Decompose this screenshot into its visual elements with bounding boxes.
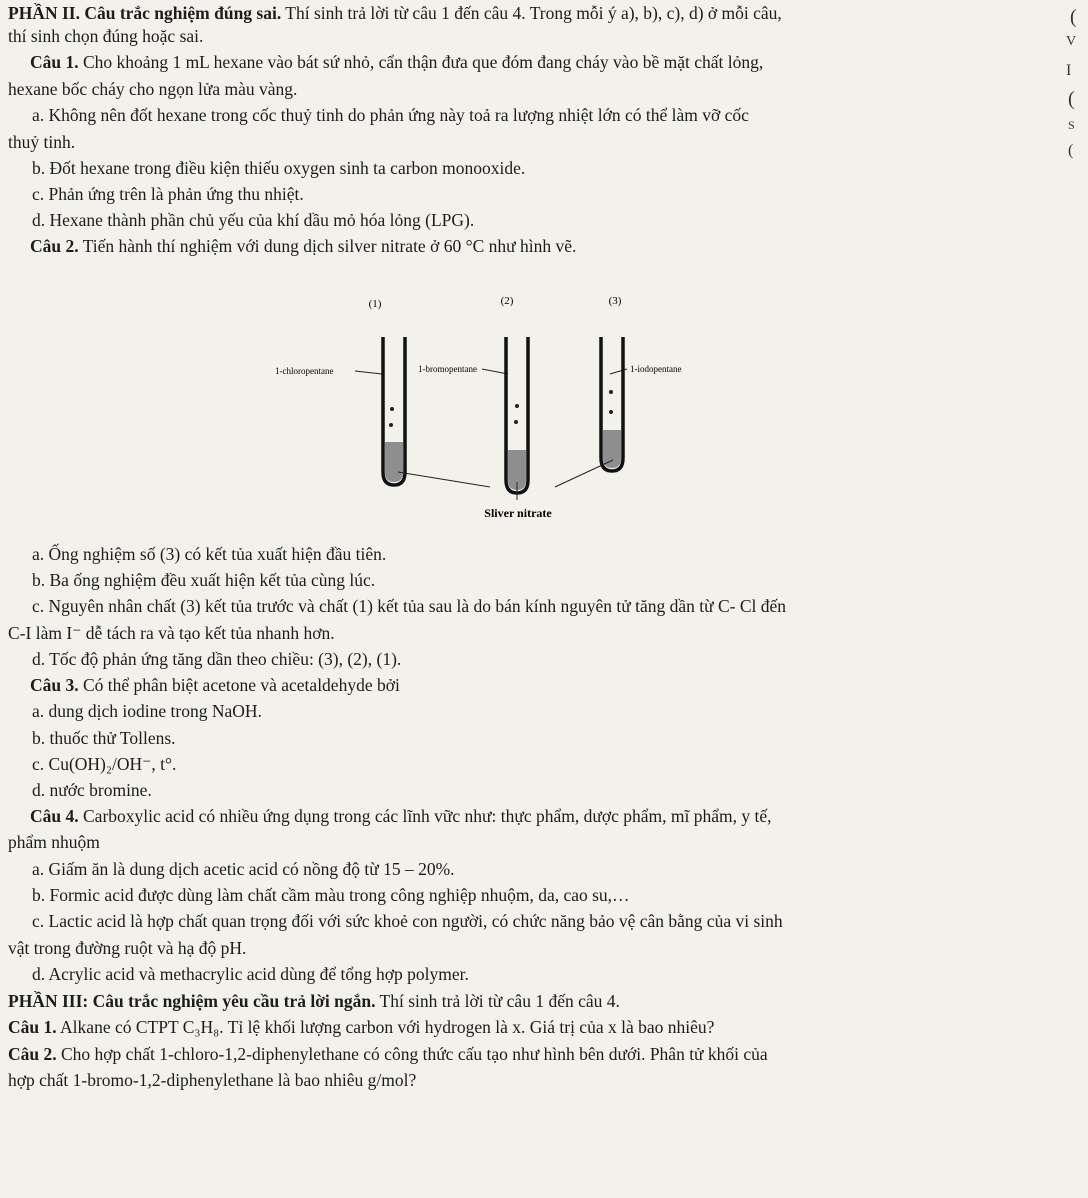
tube-label-1: 1-chloropentane	[275, 366, 334, 376]
q1-label: Câu 1.	[30, 52, 79, 72]
margin-mark-2: V	[1066, 34, 1077, 49]
p3-q2-text: Cho hợp chất 1-chloro-1,2-diphenylethane có công thức cấu tạo như hình bên dưới. Phân tử khối của	[61, 1044, 768, 1064]
q4-option-c: c. Lactic acid là hợp chất quan trọng đối với sức khoẻ con người, có chức năng bảo vệ cân bằng của vi sinh	[32, 911, 783, 931]
q4-stem-line1	[30, 805, 771, 827]
tube-label-2: 1-bromopentane	[418, 364, 477, 374]
part3-heading: PHẦN III: Câu trắc nghiệm yêu cầu trả lời ngắn.	[8, 991, 376, 1011]
part2-intro-line1	[8, 2, 782, 24]
p3-q2-label: Câu 2.	[8, 1044, 57, 1064]
q4-option-a: a. Giấm ăn là dung dịch acetic acid có nồng độ từ 15 – 20%.	[32, 859, 455, 879]
tube-label-3: 1-iodopentane	[630, 364, 682, 374]
q4-stem: Carboxylic acid có nhiều ứng dụng trong các lĩnh vữc như: thực phẩm, dược phẩm, mĩ phẩm, y tế,	[83, 806, 772, 826]
q1-option-a-cont: thuỷ tinh.	[8, 132, 76, 152]
figure-caption: Sliver nitrate	[484, 506, 552, 520]
margin-mark-1: (	[1070, 6, 1077, 28]
q3-stem-line	[30, 674, 400, 696]
q2-option-a: a. Ống nghiệm số (3) có kết tủa xuất hiện đầu tiên.	[32, 544, 387, 564]
tube-number-3: (3)	[608, 295, 622, 307]
margin-mark-6: (	[1068, 142, 1074, 159]
q1-stem: Cho khoảng 1 mL hexane vào bát sứ nhỏ, cẩn thận đưa que đóm đang cháy vào bề mặt chất lỏng,	[83, 52, 764, 72]
p3-q2-line2: hợp chất 1-bromo-1,2-diphenylethane là bao nhiêu g/mol?	[8, 1070, 417, 1090]
q3-option-d: d. nước bromine.	[32, 780, 152, 800]
q4-stem-line2: phẩm nhuộm	[8, 832, 100, 852]
margin-mark-5: S	[1068, 118, 1075, 132]
q3-option-c: c. Cu(OH)₂/OH⁻, t°.	[32, 754, 177, 774]
q4-option-b: b. Formic acid được dùng làm chất cầm màu trong công nghiệp nhuộm, da, cao su,…	[32, 885, 630, 905]
part2-intro-line2: thí sinh chọn đúng hoặc sai.	[8, 26, 204, 46]
q1-option-d: d. Hexane thành phần chủ yếu của khí dầu mỏ hóa lỏng (LPG).	[32, 210, 475, 230]
q3-option-a: a. dung dịch iodine trong NaOH.	[32, 701, 262, 721]
part2-heading: PHẦN II. Câu trắc nghiệm đúng sai.	[8, 3, 282, 23]
drop-2a	[515, 404, 519, 408]
q2-stem-line	[30, 235, 576, 257]
pointer-line-2	[482, 369, 508, 374]
margin-mark-4: (	[1068, 88, 1075, 110]
p3-q1-line	[8, 1016, 714, 1038]
part3-intro: Thí sinh trả lời từ câu 1 đến câu 4.	[379, 991, 620, 1011]
p3-q1-label: Câu 1.	[8, 1017, 57, 1037]
q1-stem-line1	[30, 51, 763, 73]
q3-label: Câu 3.	[30, 675, 79, 695]
drop-3b	[609, 410, 613, 414]
q4-option-c-cont: vật trong đường ruột và hạ độ pH.	[8, 938, 247, 958]
drop-2b	[514, 420, 518, 424]
test-tube-2	[506, 337, 528, 493]
drop-3a	[609, 390, 613, 394]
caption-pointer-left	[398, 472, 490, 487]
test-tube-1	[383, 337, 405, 485]
q2-option-b: b. Ba ống nghiệm đều xuất hiện kết tủa cùng lúc.	[32, 570, 376, 590]
q3-option-b: b. thuốc thử Tollens.	[32, 728, 176, 748]
q1-option-b: b. Đốt hexane trong điều kiện thiếu oxygen sinh ta carbon monooxide.	[32, 158, 526, 178]
p3-q1-text: Alkane có CTPT C₃H₈. Tỉ lệ khối lượng carbon với hydrogen là x. Giá trị của x là bao nhiêu?	[60, 1017, 715, 1037]
pointer-line-1	[355, 371, 382, 374]
q4-option-d: d. Acrylic acid và methacrylic acid dùng để tổng hợp polymer.	[32, 964, 469, 984]
margin-mark-3: I	[1066, 62, 1072, 79]
q2-label: Câu 2.	[30, 236, 79, 256]
liquid-1	[385, 442, 403, 482]
q2-stem: Tiến hành thí nghiệm với dung dịch silver nitrate ở 60 °C như hình vẽ.	[82, 236, 577, 256]
drop-1b	[389, 423, 393, 427]
test-tube-3	[601, 337, 623, 471]
caption-pointer-right	[555, 460, 613, 487]
drop-1a	[390, 407, 394, 411]
part2-intro: Thí sinh trả lời từ câu 1 đến câu 4. Trong mỗi ý a), b), c), d) ở mỗi câu,	[285, 3, 782, 23]
test-tubes-figure	[270, 282, 750, 527]
q1-stem-line2: hexane bốc cháy cho ngọn lửa màu vàng.	[8, 79, 298, 99]
liquid-3	[603, 430, 621, 468]
q1-option-c: c. Phản ứng trên là phản ứng thu nhiệt.	[32, 184, 304, 204]
part3-heading-line	[8, 990, 620, 1012]
tube-number-1: (1)	[368, 298, 382, 310]
q2-option-d: d. Tốc độ phản ứng tăng dần theo chiều: (3), (2), (1).	[32, 649, 402, 669]
q2-option-c-cont: C-I làm I⁻ dễ tách ra và tạo kết tủa nhanh hơn.	[8, 623, 335, 643]
tube-number-2: (2)	[500, 295, 514, 307]
q2-option-c: c. Nguyên nhân chất (3) kết tủa trước và chất (1) kết tủa sau là do bán kính nguyên tử tăng dần từ C- Cl đến	[32, 596, 787, 616]
p3-q2-line1	[8, 1043, 768, 1065]
q4-label: Câu 4.	[30, 806, 79, 826]
q1-option-a: a. Không nên đốt hexane trong cốc thuỷ tinh do phản ứng này toả ra lượng nhiệt lớn có thể làm vỡ cốc	[32, 105, 749, 125]
q3-stem: Có thể phân biệt acetone và acetaldehyde bởi	[83, 675, 400, 695]
